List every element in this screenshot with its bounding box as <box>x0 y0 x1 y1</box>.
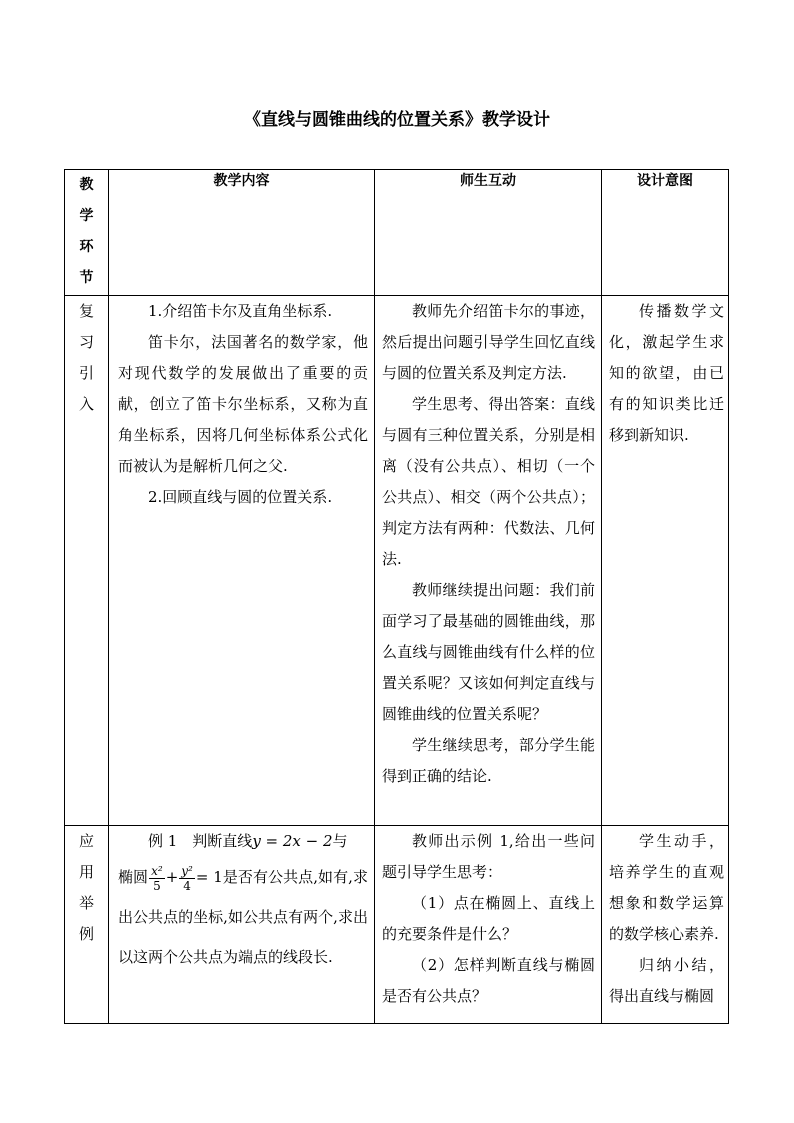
header-intent: 设计意图 <box>602 170 729 296</box>
header-interaction: 师生互动 <box>375 170 602 296</box>
interaction-paragraph: （2）怎样判断直线与椭圆是否有公共点？ <box>382 956 595 1005</box>
example-lead: 例 1 判断直线 <box>148 832 253 850</box>
lesson-plan-table <box>64 169 729 1024</box>
stage-cell <box>65 296 109 826</box>
intent-cell <box>602 296 729 826</box>
stage-char: 应 <box>78 832 94 850</box>
row-application <box>65 826 729 1024</box>
example-text: 与 <box>332 832 348 850</box>
intent-paragraph: 学生动手，培养学生的直观想象和数学运算的数学核心素养. <box>609 832 724 943</box>
interaction-paragraph: 教师先介绍笛卡尔的事迹，然后提出问题引导学生回忆直线与圆的位置关系及判定方法. <box>382 302 595 382</box>
intent-cell <box>602 826 729 1024</box>
example-cell <box>109 826 375 1024</box>
interaction-cell <box>375 826 602 1024</box>
interaction-paragraph: 学生思考、得出答案：直线与圆有三种位置关系，分别是相离（没有公共点）、相切（一个公共点）、相交（两个公共点）；判定方法有两种：代数法、几何法. <box>382 395 595 568</box>
example-paragraph <box>118 826 368 857</box>
stage-char: 入 <box>78 395 94 413</box>
stage-char: 习 <box>78 333 94 351</box>
header-stage-char: 环 <box>79 239 94 255</box>
content-paragraph: 笛卡尔，法国著名的数学家，他对现代数学的发展做出了重要的贡献，创立了笛卡尔坐标系，又称为直角坐标系，因将几何坐标体系公式化而被认为是解析几何之父. <box>118 333 368 475</box>
stage-cell <box>65 826 109 1024</box>
stage-char: 例 <box>78 925 94 943</box>
header-stage-char: 学 <box>79 208 94 224</box>
stage-char: 举 <box>78 894 94 912</box>
stage-char: 引 <box>78 364 94 382</box>
interaction-cell <box>375 296 602 826</box>
example-rest: 是否有公共点,如有,求出公共点的坐标,如公共点有两个,求出以这两个公共点为端点的线段长. <box>118 868 368 966</box>
row-review-intro <box>65 296 729 826</box>
stage-char: 复 <box>78 302 94 320</box>
interaction-paragraph: 教师出示例 1,给出一些问题引导学生思考： <box>382 832 595 881</box>
fraction-x <box>149 864 165 893</box>
fraction-denominator: 5 <box>153 878 161 893</box>
content-paragraph: 1.介绍笛卡尔及直角坐标系. <box>148 302 333 320</box>
fraction-denominator: 4 <box>183 878 191 893</box>
interaction-paragraph: 教师继续提出问题：我们前面学习了最基础的圆锥曲线，那么直线与圆锥曲线有什么样的位置关系呢？又该如何判定直线与圆锥曲线的位置关系呢？ <box>382 581 595 723</box>
intent-paragraph: 传播数学文化，激起学生求知的欲望，由已有的知识类比迁移到新知识. <box>609 302 724 444</box>
fraction-numerator: x² <box>151 863 163 878</box>
ellipse-word: 椭圆 <box>118 868 149 886</box>
document-title: 《直线与圆锥曲线的位置关系》教学设计 <box>244 110 550 130</box>
intent-paragraph: 归纳小结，得出直线与椭圆 <box>609 956 724 1005</box>
content-cell <box>109 296 375 826</box>
plus-sign: + <box>165 868 179 886</box>
equals-one: = 1 <box>195 868 223 886</box>
stage-char: 用 <box>78 863 94 881</box>
fraction-y <box>179 864 195 893</box>
header-content: 教学内容 <box>109 170 375 296</box>
header-row <box>65 170 729 296</box>
example-ellipse-line <box>118 857 368 977</box>
interaction-paragraph: （1）点在椭圆上、直线上的充要条件是什么？ <box>382 894 595 943</box>
content-paragraph: 2.回顾直线与圆的位置关系. <box>148 488 333 506</box>
header-stage-char: 教 <box>79 177 94 193</box>
line-equation: y = 2x − 2 <box>252 832 333 850</box>
header-stage <box>65 170 109 296</box>
interaction-paragraph: 学生继续思考，部分学生能得到正确的结论. <box>382 736 595 785</box>
fraction-numerator: y² <box>181 863 193 878</box>
header-stage-char: 节 <box>79 270 94 286</box>
